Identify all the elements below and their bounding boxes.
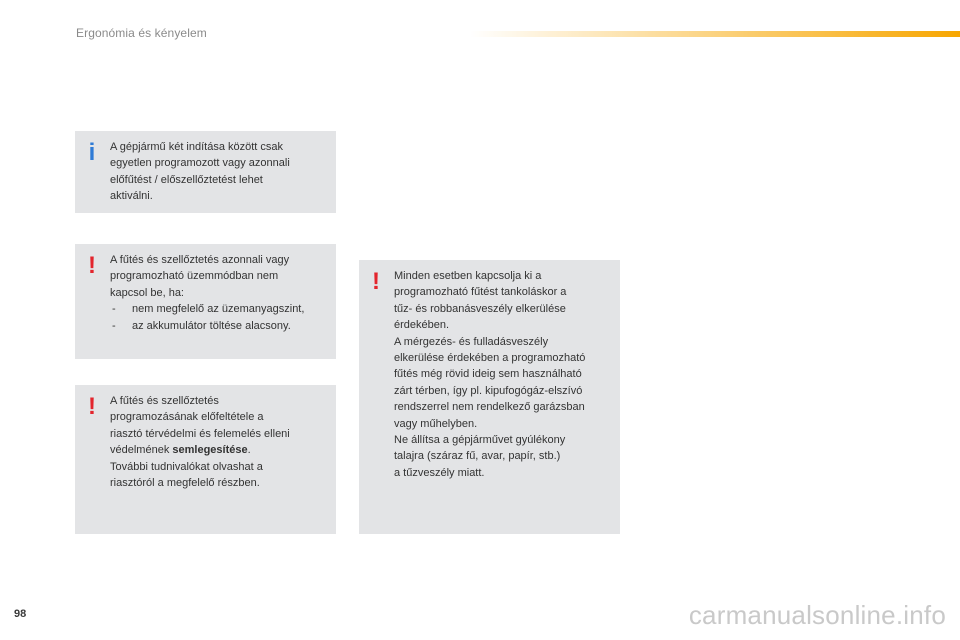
warning-line: programozható fűtést tankoláskor a <box>394 286 567 299</box>
warning-text: . <box>247 444 251 457</box>
section-title: Ergonómia és kényelem <box>76 26 207 40</box>
info-icon: i <box>88 139 96 166</box>
info-line: egyetlen programozott vagy azonnali <box>110 157 290 170</box>
warning-line: További tudnivalókat olvashat a <box>110 460 263 473</box>
header-accent-bar <box>470 31 960 37</box>
warning-line: riasztóról a megfelelő részben. <box>110 477 260 490</box>
watermark: carmanualsonline.info <box>688 600 946 630</box>
info-line: A gépjármű két indítása között csak <box>110 141 284 153</box>
warning-line: rendszerrel nem rendelkező garázsban <box>394 401 585 414</box>
warning-icon: ! <box>88 393 96 420</box>
warning-icon: ! <box>372 268 380 295</box>
warning-line: programozható üzemmódban nem <box>110 270 279 283</box>
warning-line-with-bold <box>110 442 330 458</box>
warning-line: programozásának előfeltétele a <box>110 411 264 424</box>
warning-line: zárt térben, így pl. kipufogógáz-elszívó <box>394 384 583 397</box>
warning-line: érdekében. <box>394 319 450 332</box>
warning-line: A fűtés és szellőztetés <box>110 395 219 407</box>
warning-icon: ! <box>88 252 96 279</box>
warning-line: Minden esetben kapcsolja ki a <box>394 270 542 282</box>
warning-line: a tűzveszély miatt. <box>394 466 485 479</box>
info-box-text <box>110 139 330 205</box>
info-box <box>75 131 336 213</box>
list-item: - az akkumulátor töltése alacsony. <box>110 318 330 334</box>
warning-line: tűz- és robbanásveszély elkerülése <box>394 302 566 315</box>
condition-list <box>110 301 330 334</box>
warning-box-text <box>394 268 614 481</box>
warning-line: vagy műhelyben. <box>394 417 478 430</box>
warning-box-alarm <box>75 385 336 534</box>
warning-line: riasztó térvédelmi és felemelés elleni <box>110 427 290 440</box>
page-number: 98 <box>14 608 27 620</box>
warning-box-text <box>110 252 330 334</box>
info-line: aktiválni. <box>110 190 153 203</box>
warning-line: kapcsol be, ha: <box>110 286 184 299</box>
emphasized-text: semlegesítése <box>172 444 248 457</box>
warning-text: védelmének <box>110 444 173 457</box>
warning-box-safety <box>359 260 620 534</box>
warning-line: fűtés még rövid ideig sem használható <box>394 368 582 381</box>
warning-line: talajra (száraz fű, avar, papír, stb.) <box>394 450 561 463</box>
warning-line: elkerülése érdekében a programozható <box>394 352 586 365</box>
warning-line: Ne állítsa a gépjárművet gyúlékony <box>394 434 566 447</box>
warning-box-heating-conditions <box>75 244 336 359</box>
info-line: előfűtést / előszellőztetést lehet <box>110 173 263 186</box>
warning-line: A mérgezés- és fulladásveszély <box>394 335 549 348</box>
list-item: - nem megfelelő az üzemanyagszint, <box>110 301 330 317</box>
warning-box-text <box>110 393 330 491</box>
warning-line: A fűtés és szellőztetés azonnali vagy <box>110 254 290 266</box>
